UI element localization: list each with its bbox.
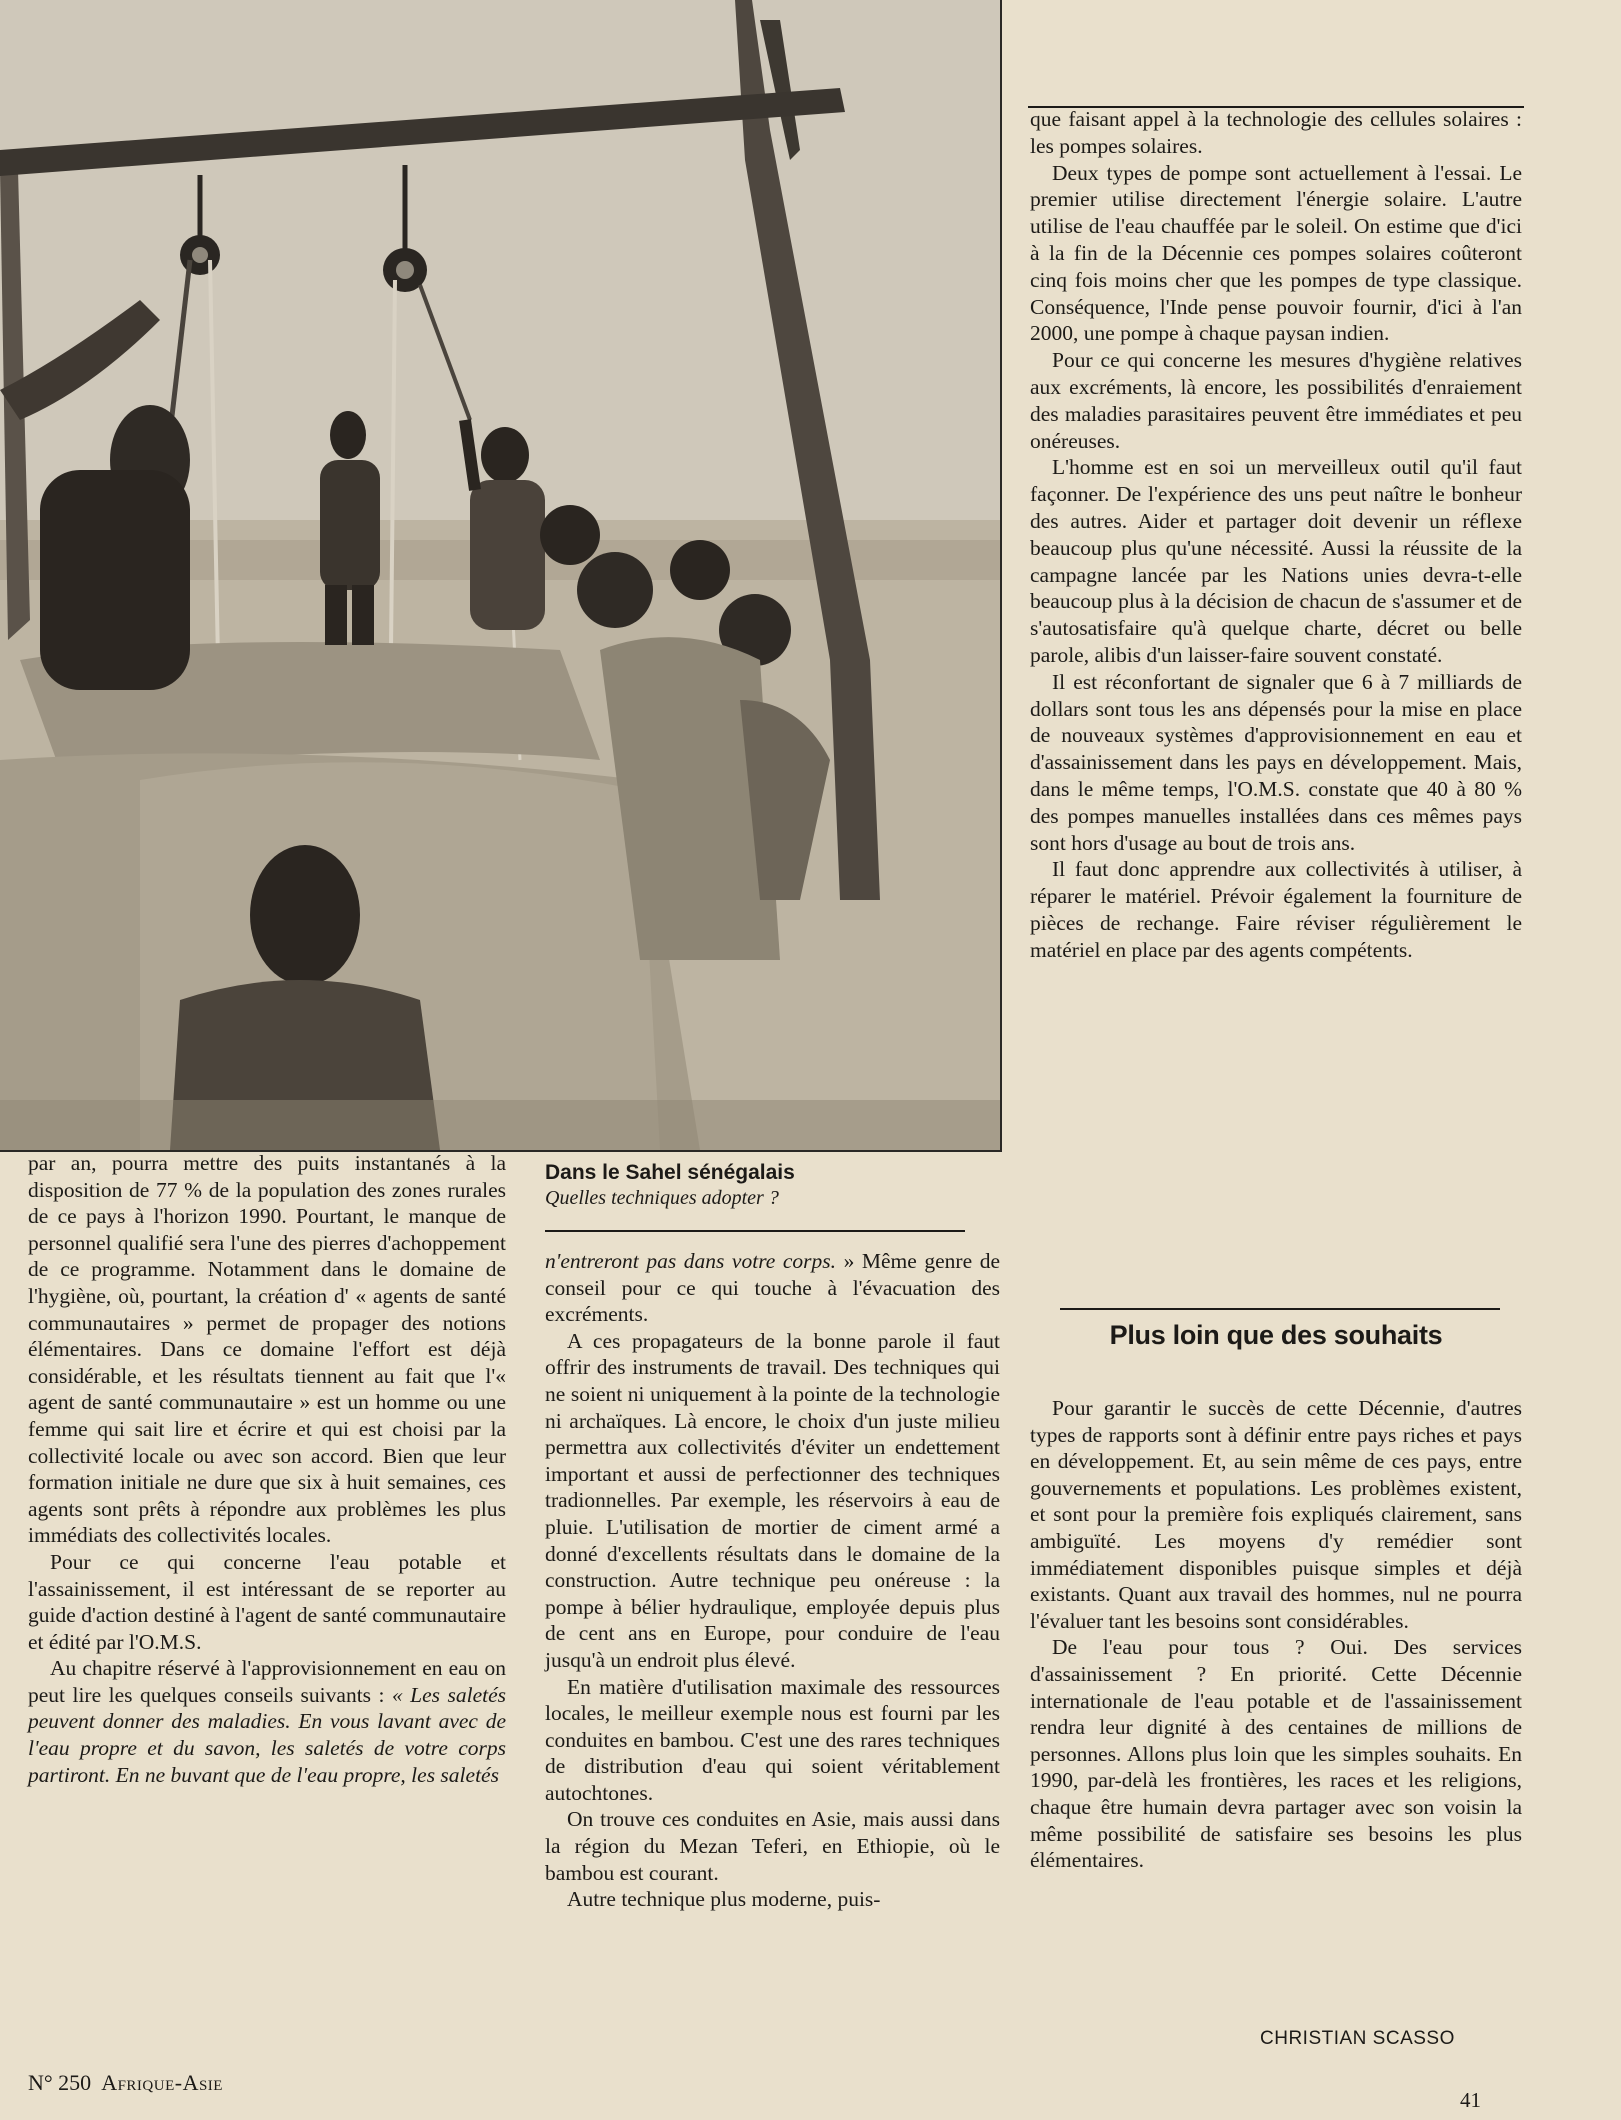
paragraph: par an, pourra mettre des puits instantanés à la disposition de 77 % de la population des zones rurales de ce pays à l'horizon 1990. Pourtant, le manque de personnel qualifié sera l'une des pierres d'achoppement de ce programme. Notamment dans le domaine de l'hygiène, où, pourtant, la création d' « agents de santé communautaires » permet de propager des notions élémentaires. Dans ce domaine l'effort est déjà considérable, et les résultats tiennent au fait que l'« agent de santé communautaire » est un homme ou une femme qui sait lire et écrire et qui est choisi par la collectivité locale ou avec son accord. Bien que leur formation initiale ne dure que six à huit semaines, ces agents sont prêts à répondre aux problèmes les plus immédiats des collectivités locales. <box>28 1151 506 1548</box>
paragraph <box>28 1655 506 1788</box>
paragraph: En matière d'utilisation maximale des ressources locales, le meilleur exemple nous est fourni par les conduites en bambou. C'est une des rares techniques de distribution d'eau qui soient véritablement autochtones. <box>545 1674 1000 1805</box>
footer <box>28 2070 223 2096</box>
column-2 <box>545 1248 1000 1913</box>
magazine-name: Afrique-Asie <box>101 2070 223 2095</box>
paragraph: Il faut donc apprendre aux collectivités à utiliser, à réparer le matériel. Prévoir également la fourniture de pièces de rechange. Faire réviser régulièrement le matériel en place par des agents compétents. <box>1030 857 1522 962</box>
page-number: 41 <box>1460 2088 1481 2112</box>
well-photo <box>0 0 1002 1152</box>
paragraph-rest: » Même genre de conseil pour ce qui touche à l'évacuation des excréments. <box>545 1249 1000 1327</box>
column-3 <box>1030 1395 1522 1874</box>
paragraph: Pour garantir le succès de cette Décennie, d'autres types de rapports sont à définir entre pays riches et pays en développement. Et, au sein même de ces pays, entre gouvernements et populations. Les problèmes existent, et sont pour la première fois expliqués clairement, sans ambiguïté. Les moyens d'y remédier sont immédiatement disponibles puisque simples et déjà existants. Quant aux travail des hommes, nul ne pourra l'évaluer tant les besoins sont considérables. <box>1030 1396 1522 1633</box>
caption-rule <box>545 1230 965 1232</box>
paragraph: Pour ce qui concerne l'eau potable et l'assainissement, il est intéressant de se reporter au guide d'action destiné à l'agent de santé communautaire et édité par l'O.M.S. <box>28 1549 506 1654</box>
section-subhead: Plus loin que des souhaits <box>1109 1320 1443 1350</box>
paragraph: Pour ce qui concerne les mesures d'hygiène relatives aux excréments, là encore, les possibilités d'enraiement des maladies parasitaires peuvent être immédiates et peu onéreuses. <box>1030 348 1522 453</box>
paragraph: que faisant appel à la technologie des cellules solaires : les pompes solaires. <box>1030 107 1522 158</box>
well-photo-illustration <box>0 0 1000 1150</box>
paragraph <box>545 1248 1000 1328</box>
subhead-rule <box>1060 1308 1500 1310</box>
column-right-top <box>1030 106 1522 964</box>
author-signature: CHRISTIAN SCASSO <box>1260 2028 1455 2049</box>
caption-title: Dans le Sahel sénégalais <box>545 1161 795 1184</box>
photo-caption <box>545 1160 975 1210</box>
paragraph: De l'eau pour tous ? Oui. Des services d'assainissement ? En priorité. Cette Décennie internationale de l'eau potable et de l'assainissement rendra leur dignité à des centaines de millions de personnes. Allons plus loin que les simples souhaits. En 1990, par-delà les frontières, les races et les religions, chaque être humain devra partager avec son voisin la même possibilité de satisfaire ses besoins les plus élémentaires. <box>1030 1635 1522 1873</box>
quote-text: n'entreront pas dans votre corps. <box>545 1249 837 1273</box>
paragraph: Deux types de pompe sont actuellement à l'essai. Le premier utilise directement l'énergie solaire. L'autre utilise de l'eau chauffée par le soleil. On estime que d'ici à la fin de la Décennie ces pompes solaires coûteront cinq fois moins cher que les pompes de type classique. Conséquence, l'Inde pense pouvoir fournir, d'ici à l'an 2000, une pompe à chaque paysan indien. <box>1030 160 1522 346</box>
issue-number: N° 250 <box>28 2070 92 2095</box>
paragraph-lead: Au chapitre réservé à l'approvisionnement en eau on peut lire les quelques conseils suivants : <box>28 1656 506 1707</box>
paragraph: On trouve ces conduites en Asie, mais aussi dans la région du Mezan Teferi, en Ethiopie, où le bambou est courant. <box>545 1807 1000 1885</box>
column-1 <box>28 1150 506 1788</box>
quote-text: « Les saletés peuvent donner des maladies. En vous lavant avec de l'eau propre et du savon, les saletés de votre corps partiront. En ne buvant que de l'eau propre, les saletés <box>28 1682 506 1787</box>
paragraph: Il est réconfortant de signaler que 6 à 7 milliards de dollars sont tous les ans dépensés pour la mise en place de nouveaux systèmes d'approvisionnement en eau et d'assainissement dans les pays en développement. Mais, dans le même temps, l'O.M.S. constate que 40 à 80 % des pompes manuelles installées dans ces mêmes pays sont hors d'usage au bout de trois ans. <box>1030 669 1522 855</box>
paragraph: A ces propagateurs de la bonne parole il faut offrir des instruments de travail. Des techniques qui ne soient ni uniquement à la pointe de la technologie ni archaïques. Là encore, le choix d'un juste milieu permettra aux collectivités d'éviter un endettement important et aussi de perfectionner des techniques tradionnelles. Par exemple, les réservoirs à eau de pluie. L'utilisation de mortier de ciment armé a donné d'excellents résultats dans le domaine de la construction. Autre technique peu onéreuse : la pompe à bélier hydraulique, employée depuis plus de cent ans en Europe, pour conduire de l'eau jusqu'à un endroit plus élevé. <box>545 1328 1000 1672</box>
paragraph: Autre technique plus moderne, puis- <box>567 1887 881 1912</box>
caption-subtitle: Quelles techniques adopter ? <box>545 1187 779 1209</box>
paragraph: L'homme est en soi un merveilleux outil qu'il faut façonner. De l'expérience des uns peut naître le bonheur des autres. Aider et partager doit devenir un réflexe beaucoup plus qu'une nécessité. Aussi la réussite de la campagne lancée par les Nations unies devra-t-elle beaucoup plus à la décision de chacun de s'assumer et de s'autosatisfaire qu'à quelque charte, décret ou belle parole, alibis d'un laisser-faire souvent constaté. <box>1030 455 1522 667</box>
